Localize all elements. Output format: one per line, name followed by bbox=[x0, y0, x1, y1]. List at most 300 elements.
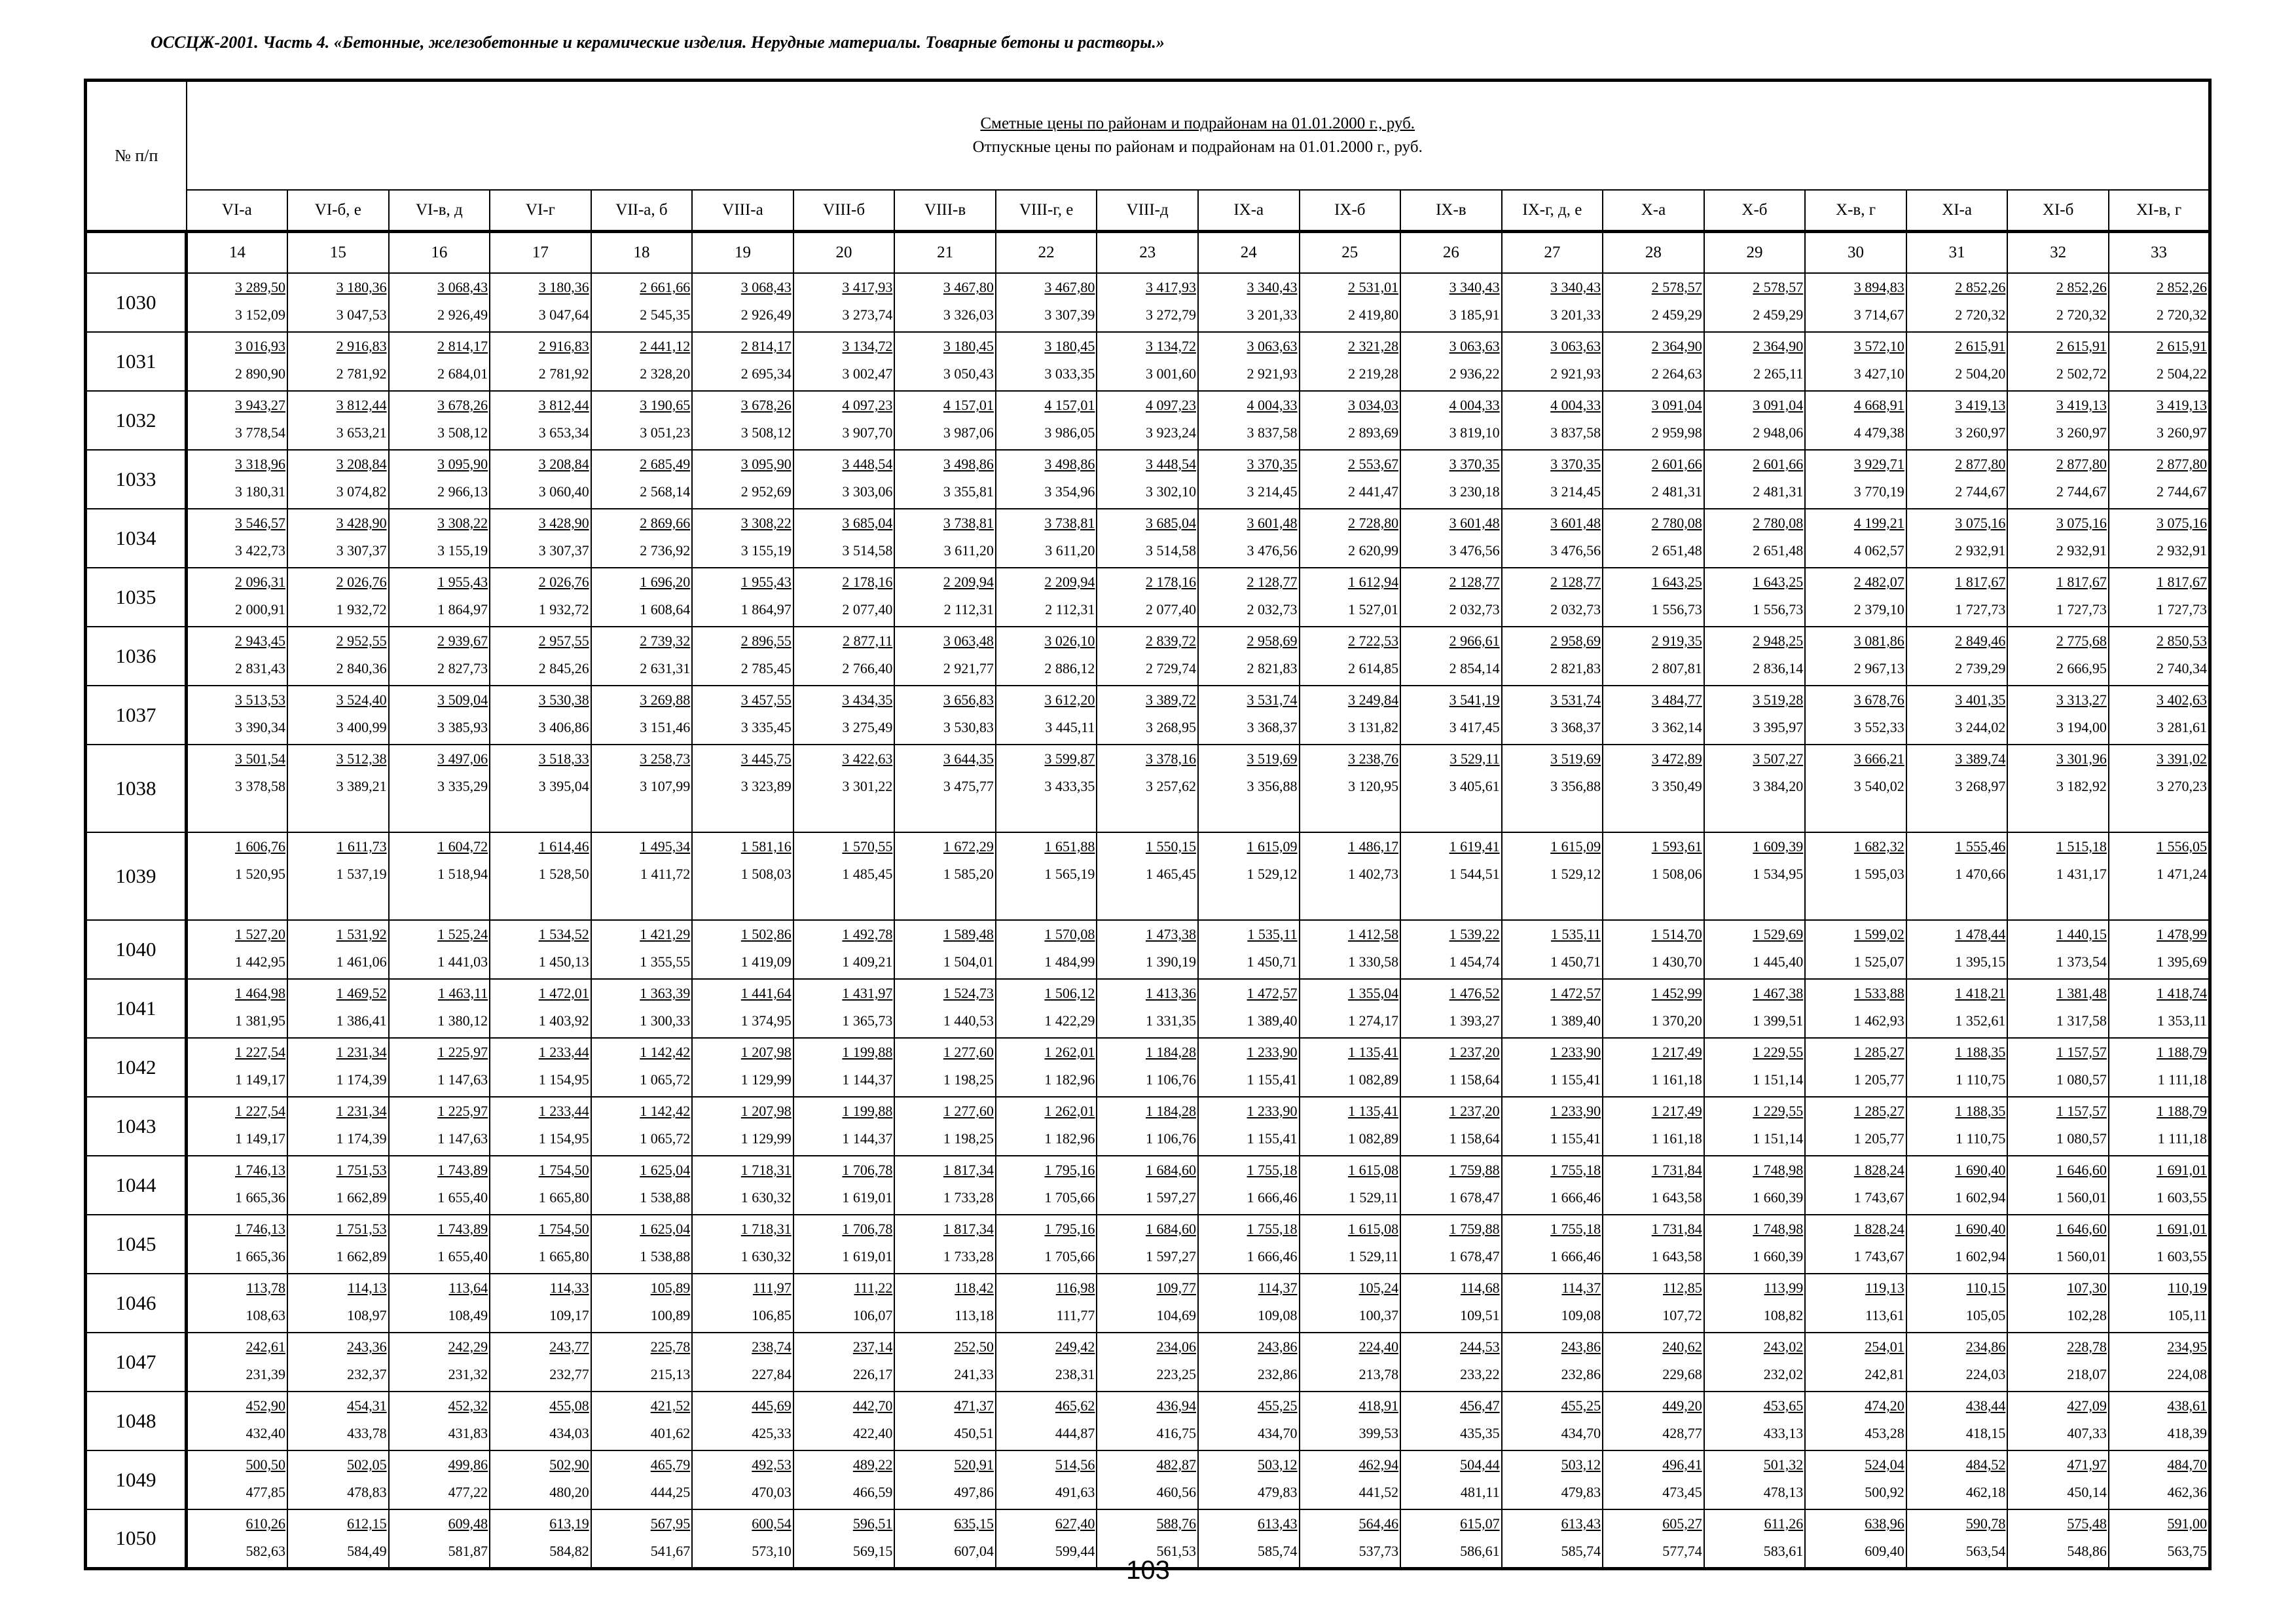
estimate-price: 1 691,01 bbox=[2157, 1162, 2207, 1178]
release-price: 2 736,92 bbox=[640, 542, 691, 559]
price-cell bbox=[2109, 745, 2210, 832]
price-cell bbox=[1097, 391, 1198, 450]
price-cell bbox=[894, 1038, 996, 1097]
price-cell bbox=[1704, 568, 1806, 627]
release-price: 2 545,35 bbox=[640, 306, 691, 323]
estimate-price: 3 075,16 bbox=[2056, 515, 2107, 531]
estimate-price: 1 609,39 bbox=[1753, 838, 1804, 855]
release-price: 1 534,95 bbox=[1753, 866, 1804, 882]
price-cell bbox=[2109, 1333, 2210, 1392]
table-row bbox=[86, 686, 2210, 745]
estimate-price: 3 417,93 bbox=[842, 279, 893, 295]
release-price-title: Отпускные цены по районам и подрайонам на 01.01.2000 г., руб. bbox=[972, 138, 1423, 156]
price-cell bbox=[187, 1215, 288, 1274]
release-price: 3 508,12 bbox=[437, 424, 488, 441]
table-row bbox=[86, 1392, 2210, 1450]
estimate-price: 1 184,28 bbox=[1145, 1103, 1196, 1119]
estimate-price: 1 612,94 bbox=[1348, 574, 1399, 590]
price-cell bbox=[591, 979, 693, 1038]
release-price: 3 182,92 bbox=[2056, 778, 2107, 794]
price-cell bbox=[1906, 1450, 2008, 1509]
release-price: 1 155,41 bbox=[1550, 1071, 1601, 1088]
row-number: 1046 bbox=[86, 1274, 187, 1333]
estimate-price: 1 464,98 bbox=[235, 985, 286, 1001]
estimate-price: 3 530,38 bbox=[538, 692, 589, 708]
estimate-price: 2 685,49 bbox=[640, 456, 691, 472]
price-cell bbox=[692, 1274, 793, 1333]
release-price: 2 921,77 bbox=[943, 660, 994, 676]
estimate-price-title: Сметные цены по районам и подрайонам на 01.01.2000 г., руб. bbox=[980, 115, 1415, 132]
price-cell bbox=[389, 1038, 490, 1097]
price-cell bbox=[1097, 686, 1198, 745]
release-price: 104,69 bbox=[1156, 1307, 1196, 1323]
estimate-price: 1 643,25 bbox=[1753, 574, 1804, 590]
estimate-price: 421,52 bbox=[650, 1397, 691, 1414]
price-cell bbox=[894, 509, 996, 568]
price-cell bbox=[692, 627, 793, 686]
estimate-price: 502,90 bbox=[549, 1456, 589, 1473]
estimate-price: 1 217,49 bbox=[1651, 1044, 1702, 1060]
estimate-price: 520,91 bbox=[954, 1456, 994, 1473]
price-cell bbox=[1704, 1097, 1806, 1156]
release-price: 1 743,67 bbox=[1853, 1248, 1904, 1264]
release-price: 585,74 bbox=[1258, 1543, 1298, 1559]
price-cell bbox=[1198, 450, 1300, 509]
release-price: 2 845,26 bbox=[538, 660, 589, 676]
estimate-price: 4 004,33 bbox=[1449, 397, 1500, 413]
estimate-price: 502,05 bbox=[347, 1456, 387, 1473]
release-price: 2 967,13 bbox=[1853, 660, 1904, 676]
price-cell bbox=[2007, 1215, 2109, 1274]
estimate-price: 1 142,42 bbox=[640, 1103, 691, 1119]
estimate-price: 2 966,61 bbox=[1449, 633, 1500, 649]
release-price: 3 356,88 bbox=[1247, 778, 1298, 794]
release-price: 232,37 bbox=[347, 1366, 387, 1382]
release-price: 2 926,49 bbox=[740, 306, 792, 323]
release-price: 1 597,27 bbox=[1145, 1189, 1196, 1206]
release-price: 3 475,77 bbox=[943, 778, 994, 794]
release-price: 1 111,18 bbox=[2157, 1130, 2207, 1147]
release-price: 3 385,93 bbox=[437, 719, 488, 735]
price-cell bbox=[591, 509, 693, 568]
table-row bbox=[86, 979, 2210, 1038]
release-price: 1 470,66 bbox=[1955, 866, 2006, 882]
release-price: 2 840,36 bbox=[336, 660, 387, 676]
estimate-price: 3 666,21 bbox=[1853, 750, 1904, 767]
price-cell bbox=[490, 332, 591, 391]
price-cell bbox=[1300, 1097, 1401, 1156]
release-price: 1 619,01 bbox=[842, 1248, 893, 1264]
price-cell bbox=[1198, 1333, 1300, 1392]
release-price: 1 864,97 bbox=[740, 601, 792, 618]
estimate-price: 453,65 bbox=[1763, 1397, 1804, 1414]
price-cell bbox=[1300, 979, 1401, 1038]
release-price: 1 389,40 bbox=[1550, 1012, 1601, 1029]
estimate-price: 114,13 bbox=[347, 1280, 387, 1296]
price-cell bbox=[2109, 568, 2210, 627]
estimate-price: 4 004,33 bbox=[1550, 397, 1601, 413]
price-cell bbox=[1704, 1392, 1806, 1450]
estimate-price: 1 615,08 bbox=[1348, 1162, 1399, 1178]
release-price: 238,31 bbox=[1055, 1366, 1095, 1382]
region-header: VI-а bbox=[187, 190, 288, 232]
estimate-price: 455,25 bbox=[1258, 1397, 1298, 1414]
release-price: 1 182,96 bbox=[1044, 1130, 1095, 1147]
release-price: 2 077,40 bbox=[842, 601, 893, 618]
price-cell bbox=[793, 1038, 895, 1097]
estimate-price: 2 615,91 bbox=[2157, 338, 2207, 354]
region-header: VIII-б bbox=[793, 190, 895, 232]
release-price: 3 180,31 bbox=[235, 483, 286, 500]
estimate-price: 225,78 bbox=[650, 1338, 691, 1355]
estimate-price: 1 233,44 bbox=[538, 1044, 589, 1060]
release-price: 3 390,34 bbox=[235, 719, 286, 735]
price-cell bbox=[1603, 1274, 1704, 1333]
column-number: 23 bbox=[1097, 232, 1198, 274]
price-cell bbox=[1704, 1156, 1806, 1215]
release-price: 107,72 bbox=[1662, 1307, 1702, 1323]
estimate-price: 4 097,23 bbox=[1145, 397, 1196, 413]
table-row bbox=[86, 509, 2210, 568]
region-header: VI-б, е bbox=[287, 190, 389, 232]
estimate-price: 1 525,24 bbox=[437, 926, 488, 942]
column-number: 24 bbox=[1198, 232, 1300, 274]
release-price: 2 419,80 bbox=[1348, 306, 1399, 323]
region-header: X-в, г bbox=[1805, 190, 1906, 232]
release-price: 462,18 bbox=[1965, 1484, 2006, 1500]
region-header: IX-в bbox=[1400, 190, 1502, 232]
estimate-price: 3 599,87 bbox=[1044, 750, 1095, 767]
release-price: 1 595,03 bbox=[1853, 866, 1904, 882]
price-cell bbox=[692, 450, 793, 509]
estimate-price: 1 646,60 bbox=[2056, 1221, 2107, 1237]
price-cell bbox=[389, 1097, 490, 1156]
price-cell bbox=[389, 1333, 490, 1392]
estimate-price: 243,36 bbox=[347, 1338, 387, 1355]
release-price: 1 529,11 bbox=[1348, 1248, 1399, 1264]
estimate-price: 2 728,80 bbox=[1348, 515, 1399, 531]
price-cell bbox=[692, 979, 793, 1038]
price-cell bbox=[1805, 627, 1906, 686]
estimate-price: 1 421,29 bbox=[640, 926, 691, 942]
price-cell bbox=[2007, 1392, 2109, 1450]
estimate-price: 1 476,52 bbox=[1449, 985, 1500, 1001]
estimate-price: 114,68 bbox=[1460, 1280, 1500, 1296]
release-price: 215,13 bbox=[650, 1366, 691, 1382]
estimate-price: 4 157,01 bbox=[943, 397, 994, 413]
release-price: 3 152,09 bbox=[235, 306, 286, 323]
release-price: 422,40 bbox=[852, 1425, 893, 1441]
estimate-price: 596,51 bbox=[852, 1515, 893, 1532]
estimate-price: 3 034,03 bbox=[1348, 397, 1399, 413]
release-price: 434,70 bbox=[1258, 1425, 1298, 1441]
release-price: 3 201,33 bbox=[1247, 306, 1298, 323]
estimate-price: 492,53 bbox=[752, 1456, 792, 1473]
estimate-price: 1 233,90 bbox=[1550, 1044, 1601, 1060]
price-cell bbox=[2007, 1097, 2109, 1156]
estimate-price: 1 682,32 bbox=[1853, 838, 1904, 855]
price-cell bbox=[2007, 509, 2109, 568]
price-cell bbox=[1502, 332, 1603, 391]
release-price: 2 959,98 bbox=[1651, 424, 1702, 441]
release-price: 1 666,46 bbox=[1550, 1189, 1601, 1206]
region-header: VII-а, б bbox=[591, 190, 693, 232]
estimate-price: 113,64 bbox=[448, 1280, 488, 1296]
release-price: 1 485,45 bbox=[842, 866, 893, 882]
release-price: 1 560,01 bbox=[2056, 1248, 2107, 1264]
price-cell bbox=[187, 391, 288, 450]
estimate-price: 3 075,16 bbox=[2157, 515, 2207, 531]
estimate-price: 3 308,22 bbox=[437, 515, 488, 531]
price-cell bbox=[692, 273, 793, 332]
price-cell bbox=[591, 1038, 693, 1097]
price-cell bbox=[894, 1450, 996, 1509]
price-cell bbox=[996, 1392, 1097, 1450]
table-row bbox=[86, 920, 2210, 979]
estimate-price: 1 207,98 bbox=[740, 1103, 792, 1119]
price-cell bbox=[389, 1156, 490, 1215]
release-price: 577,74 bbox=[1662, 1543, 1702, 1559]
price-cell bbox=[389, 1215, 490, 1274]
price-cell bbox=[1198, 627, 1300, 686]
release-price: 3 384,20 bbox=[1753, 778, 1804, 794]
release-price: 3 323,89 bbox=[740, 778, 792, 794]
release-price: 1 538,88 bbox=[640, 1248, 691, 1264]
region-header: XI-а bbox=[1906, 190, 2008, 232]
estimate-price: 252,50 bbox=[954, 1338, 994, 1355]
release-price: 3 335,45 bbox=[740, 719, 792, 735]
estimate-price: 1 135,41 bbox=[1348, 1044, 1399, 1060]
release-price: 3 273,74 bbox=[842, 306, 893, 323]
price-cell bbox=[1097, 1392, 1198, 1450]
price-cell bbox=[591, 332, 693, 391]
estimate-price: 3 016,93 bbox=[235, 338, 286, 354]
price-cell bbox=[389, 450, 490, 509]
price-cell bbox=[389, 332, 490, 391]
price-cell bbox=[1097, 979, 1198, 1038]
price-cell bbox=[287, 745, 389, 832]
price-cell bbox=[1198, 509, 1300, 568]
table-row bbox=[86, 627, 2210, 686]
estimate-price: 111,97 bbox=[752, 1280, 792, 1296]
estimate-price: 427,09 bbox=[2067, 1397, 2107, 1414]
price-cell bbox=[287, 1215, 389, 1274]
price-cell bbox=[389, 391, 490, 450]
price-cell bbox=[389, 627, 490, 686]
estimate-price: 1 285,27 bbox=[1853, 1103, 1904, 1119]
release-price: 1 106,76 bbox=[1145, 1071, 1196, 1088]
price-cell bbox=[1906, 1333, 2008, 1392]
price-cell bbox=[1906, 1097, 2008, 1156]
table-row bbox=[86, 1333, 2210, 1392]
price-cell bbox=[287, 832, 389, 920]
estimate-price: 1 217,49 bbox=[1651, 1103, 1702, 1119]
table-row bbox=[86, 1450, 2210, 1509]
release-price: 1 174,39 bbox=[336, 1130, 387, 1147]
price-cell bbox=[1805, 450, 1906, 509]
region-header: VIII-д bbox=[1097, 190, 1198, 232]
price-cell bbox=[187, 1156, 288, 1215]
price-cell bbox=[1805, 686, 1906, 745]
estimate-price: 2 531,01 bbox=[1348, 279, 1399, 295]
release-price: 1 630,32 bbox=[740, 1248, 792, 1264]
price-cell bbox=[793, 332, 895, 391]
release-price: 2 827,73 bbox=[437, 660, 488, 676]
estimate-price: 3 572,10 bbox=[1853, 338, 1904, 354]
price-cell bbox=[287, 1392, 389, 1450]
price-cell bbox=[287, 1450, 389, 1509]
estimate-price: 1 199,88 bbox=[842, 1044, 893, 1060]
estimate-price: 3 512,38 bbox=[336, 750, 387, 767]
region-header: XI-б bbox=[2007, 190, 2109, 232]
document-header: ОССЦЖ-2001. Часть 4. «Бетонные, железобетонные и керамические изделия. Нерудные материалы. Товарные бетоны и растворы.» bbox=[151, 33, 1165, 52]
estimate-price: 3 457,55 bbox=[740, 692, 792, 708]
release-price: 1 665,36 bbox=[235, 1248, 286, 1264]
release-price: 2 886,12 bbox=[1044, 660, 1095, 676]
price-cell bbox=[187, 745, 288, 832]
release-price: 1 149,17 bbox=[235, 1130, 286, 1147]
region-header: VIII-а bbox=[692, 190, 793, 232]
estimate-price: 3 812,44 bbox=[336, 397, 387, 413]
price-cell bbox=[1097, 273, 1198, 332]
estimate-price: 3 318,96 bbox=[235, 456, 286, 472]
release-price: 586,61 bbox=[1460, 1543, 1500, 1559]
price-cell bbox=[692, 391, 793, 450]
estimate-price: 3 269,88 bbox=[640, 692, 691, 708]
release-price: 1 454,74 bbox=[1449, 953, 1500, 970]
estimate-price: 438,61 bbox=[2167, 1397, 2207, 1414]
estimate-price: 1 619,41 bbox=[1449, 838, 1500, 855]
release-price: 541,67 bbox=[650, 1543, 691, 1559]
price-cell bbox=[1502, 627, 1603, 686]
release-price: 584,82 bbox=[549, 1543, 589, 1559]
release-price: 3 837,58 bbox=[1550, 424, 1601, 441]
price-cell bbox=[1300, 1392, 1401, 1450]
estimate-price: 2 739,32 bbox=[640, 633, 691, 649]
estimate-price: 3 180,36 bbox=[538, 279, 589, 295]
price-cell bbox=[894, 1097, 996, 1156]
price-cell bbox=[894, 1215, 996, 1274]
table-title bbox=[187, 81, 2210, 191]
release-price: 1 660,39 bbox=[1753, 1189, 1804, 1206]
price-cell bbox=[490, 627, 591, 686]
release-price: 478,13 bbox=[1763, 1484, 1804, 1500]
estimate-price: 638,96 bbox=[1865, 1515, 1904, 1532]
estimate-price: 2 916,83 bbox=[336, 338, 387, 354]
estimate-price: 635,15 bbox=[954, 1515, 994, 1532]
release-price: 2 112,31 bbox=[1045, 601, 1095, 618]
estimate-price: 1 531,92 bbox=[336, 926, 387, 942]
region-header-row bbox=[86, 190, 2210, 232]
estimate-price: 2 661,66 bbox=[640, 279, 691, 295]
release-price: 537,73 bbox=[1358, 1543, 1399, 1559]
price-cell bbox=[1603, 391, 1704, 450]
price-cell bbox=[490, 568, 591, 627]
estimate-price: 1 643,25 bbox=[1651, 574, 1702, 590]
release-price: 1 182,96 bbox=[1044, 1071, 1095, 1088]
estimate-price: 1 227,54 bbox=[235, 1103, 286, 1119]
estimate-price: 445,69 bbox=[752, 1397, 792, 1414]
price-cell bbox=[692, 332, 793, 391]
region-header: VIII-в bbox=[894, 190, 996, 232]
price-cell bbox=[1906, 391, 2008, 450]
release-price: 2 614,85 bbox=[1348, 660, 1399, 676]
estimate-price: 3 258,73 bbox=[640, 750, 691, 767]
release-price: 1 727,73 bbox=[2157, 601, 2207, 618]
estimate-price: 2 877,80 bbox=[1955, 456, 2006, 472]
estimate-price: 1 157,57 bbox=[2056, 1044, 2107, 1060]
price-cell bbox=[692, 686, 793, 745]
price-cell bbox=[591, 1156, 693, 1215]
estimate-price: 1 277,60 bbox=[943, 1044, 994, 1060]
estimate-price: 1 755,18 bbox=[1550, 1221, 1601, 1237]
row-number: 1036 bbox=[86, 627, 187, 686]
release-price: 4 062,57 bbox=[1853, 542, 1904, 559]
price-cell bbox=[996, 627, 1097, 686]
release-price: 2 854,14 bbox=[1449, 660, 1500, 676]
estimate-price: 1 135,41 bbox=[1348, 1103, 1399, 1119]
price-cell bbox=[996, 450, 1097, 509]
release-price: 3 047,64 bbox=[538, 306, 589, 323]
release-price: 450,14 bbox=[2067, 1484, 2107, 1500]
price-cell bbox=[2109, 832, 2210, 920]
price-cell bbox=[490, 450, 591, 509]
estimate-price: 2 957,55 bbox=[538, 633, 589, 649]
row-number: 1030 bbox=[86, 273, 187, 332]
estimate-price: 1 581,16 bbox=[740, 838, 792, 855]
estimate-price: 3 378,16 bbox=[1145, 750, 1196, 767]
estimate-price: 3 289,50 bbox=[235, 279, 286, 295]
row-number: 1042 bbox=[86, 1038, 187, 1097]
estimate-price: 3 518,33 bbox=[538, 750, 589, 767]
estimate-price: 3 509,04 bbox=[437, 692, 488, 708]
price-cell bbox=[1704, 627, 1806, 686]
price-cell bbox=[996, 1333, 1097, 1392]
release-price: 3 819,10 bbox=[1449, 424, 1500, 441]
release-price: 425,33 bbox=[752, 1425, 792, 1441]
estimate-price: 2 615,91 bbox=[2056, 338, 2107, 354]
table-row bbox=[86, 1097, 2210, 1156]
estimate-price: 1 743,89 bbox=[437, 1221, 488, 1237]
region-header: XI-в, г bbox=[2109, 190, 2210, 232]
estimate-price: 465,79 bbox=[650, 1456, 691, 1473]
estimate-price: 1 615,09 bbox=[1550, 838, 1601, 855]
estimate-price: 438,44 bbox=[1965, 1397, 2006, 1414]
price-cell bbox=[1603, 509, 1704, 568]
price-cell bbox=[1198, 568, 1300, 627]
price-cell bbox=[1502, 745, 1603, 832]
release-price: 2 807,81 bbox=[1651, 660, 1702, 676]
release-price: 1 106,76 bbox=[1145, 1130, 1196, 1147]
release-price: 1 518,94 bbox=[437, 866, 488, 882]
estimate-price: 1 706,78 bbox=[842, 1162, 893, 1178]
price-cell bbox=[490, 920, 591, 979]
release-price: 2 781,92 bbox=[336, 365, 387, 382]
price-cell bbox=[1906, 509, 2008, 568]
price-cell bbox=[1300, 332, 1401, 391]
price-cell bbox=[187, 920, 288, 979]
price-cell bbox=[187, 1274, 288, 1333]
estimate-price: 503,12 bbox=[1561, 1456, 1601, 1473]
estimate-price: 605,27 bbox=[1662, 1515, 1702, 1532]
release-price: 3 257,62 bbox=[1145, 778, 1196, 794]
release-price: 2 890,90 bbox=[235, 365, 286, 382]
estimate-price: 1 463,11 bbox=[437, 985, 488, 1001]
release-price: 3 051,23 bbox=[640, 424, 691, 441]
estimate-price: 1 478,44 bbox=[1955, 926, 2006, 942]
release-price: 232,86 bbox=[1258, 1366, 1298, 1382]
estimate-price: 1 225,97 bbox=[437, 1103, 488, 1119]
